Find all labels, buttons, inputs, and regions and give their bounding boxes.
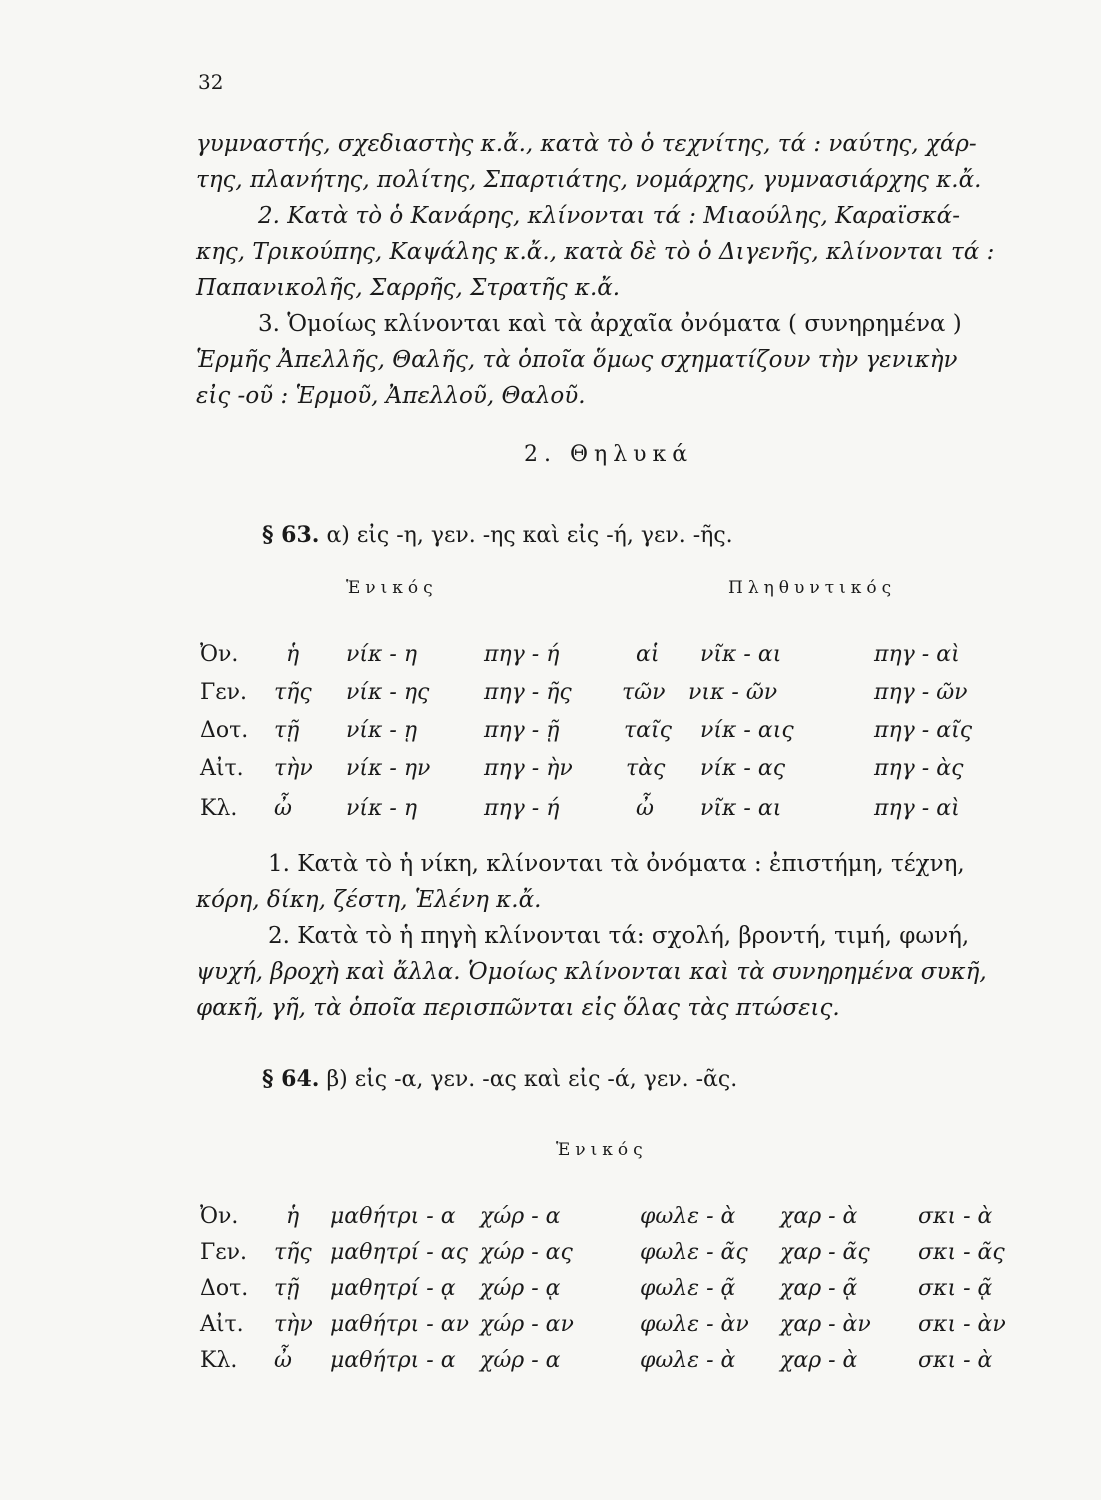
text-line: 1. Κατὰ τὸ ἡ νίκη, κλίνονται τὰ ὀνόματα : ἐπιστήμη, τέχνη, bbox=[268, 851, 965, 877]
article: τῇ bbox=[274, 1276, 300, 1301]
article: ὦ bbox=[274, 796, 292, 821]
section-64 bbox=[262, 1066, 737, 1092]
form-chara: χαρ - ὰ bbox=[780, 1204, 858, 1229]
form-mathetria: μαθητρί - ᾳ bbox=[330, 1276, 456, 1301]
plural-nike: νικ - ῶν bbox=[688, 680, 778, 705]
form-nike: νίκ - ης bbox=[346, 680, 430, 705]
form-chara: χαρ - ᾷ bbox=[780, 1276, 858, 1301]
section-number: § 63. bbox=[262, 522, 320, 548]
article: ἡ bbox=[286, 642, 300, 667]
section-63 bbox=[262, 522, 733, 548]
section-rule: α) εἰς -η, γεν. -ης καὶ εἰς -ή, γεν. -ῆς. bbox=[326, 523, 733, 548]
plural-pege: πηγ - αὶ bbox=[874, 796, 960, 821]
section-number: § 64. bbox=[262, 1066, 320, 1092]
case-label: Δοτ. bbox=[200, 1276, 249, 1301]
notes-paragraph bbox=[196, 846, 1036, 1026]
text-line: Ἑρμῆς Ἀπελλῆς, Θαλῆς, τὰ ὁποῖα ὅμως σχηματίζουν τὴν γενικὴν bbox=[196, 347, 958, 373]
case-label: Γεν. bbox=[200, 1240, 248, 1265]
form-pege: πηγ - ῇ bbox=[484, 718, 560, 743]
plural-pege: πηγ - αὶ bbox=[874, 642, 960, 667]
form-chora: χώρ - αν bbox=[480, 1312, 574, 1337]
form-skia: σκι - ᾶς bbox=[918, 1240, 1005, 1265]
plural-nike: νῖκ - αι bbox=[700, 642, 782, 667]
form-folea: φωλε - ὰ bbox=[640, 1204, 736, 1229]
article: τὴν bbox=[274, 756, 313, 781]
plural-nike: νίκ - αις bbox=[700, 718, 794, 743]
form-pege: πηγ - ῆς bbox=[484, 680, 572, 705]
case-label: Ὀν. bbox=[200, 642, 239, 667]
plural-article: ταῖς bbox=[624, 718, 672, 743]
case-label: Δοτ. bbox=[200, 718, 249, 743]
plural-pege: πηγ - αῖς bbox=[874, 718, 973, 743]
plural-nike: νῖκ - αι bbox=[700, 796, 782, 821]
text-line: κης, Τρικούπης, Καψάλης κ.ἄ., κατὰ δὲ τὸ ὁ Διγενῆς, κλίνονται τά : bbox=[196, 239, 995, 265]
form-pege: πηγ - ὴν bbox=[484, 756, 573, 781]
plural-nike: νίκ - ας bbox=[700, 756, 786, 781]
text-line: 2. Κατὰ τὸ ὁ Κανάρης, κλίνονται τά : Μιαούλης, Καραϊσκά- bbox=[258, 203, 960, 229]
form-chara: χαρ - ὰν bbox=[780, 1312, 871, 1337]
form-nike: νίκ - η bbox=[346, 642, 418, 667]
singular-header: Ἑνικός bbox=[556, 1140, 648, 1160]
text-line: 3. Ὁμοίως κλίνονται καὶ τὰ ἀρχαῖα ὀνόματα ( συνηρημένα ) bbox=[258, 311, 962, 337]
case-label: Κλ. bbox=[200, 1348, 238, 1373]
plural-pege: πηγ - ὰς bbox=[874, 756, 964, 781]
form-chora: χώρ - α bbox=[480, 1204, 561, 1229]
form-chora: χώρ - α bbox=[480, 1348, 561, 1373]
form-mathetria: μαθήτρι - α bbox=[330, 1348, 456, 1373]
text-line: κόρη, δίκη, ζέστη, Ἑλένη κ.ἄ. bbox=[196, 887, 542, 913]
form-nike: νίκ - η bbox=[346, 796, 418, 821]
form-chara: χαρ - ὰ bbox=[780, 1348, 858, 1373]
text-line: φακῆ, γῆ, τὰ ὁποῖα περισπῶνται εἰς ὅλας τὰς πτώσεις. bbox=[196, 995, 840, 1021]
intro-paragraph bbox=[196, 126, 1036, 414]
form-folea: φωλε - ᾶς bbox=[640, 1240, 748, 1265]
form-mathetria: μαθητρί - ας bbox=[330, 1240, 468, 1265]
article: ὦ bbox=[274, 1348, 292, 1373]
form-skia: σκι - ὰ bbox=[918, 1204, 993, 1229]
form-folea: φωλε - ὰν bbox=[640, 1312, 749, 1337]
case-label: Γεν. bbox=[200, 680, 248, 705]
case-label: Κλ. bbox=[200, 796, 238, 821]
case-label: Ὀν. bbox=[200, 1204, 239, 1229]
article: τῆς bbox=[274, 680, 312, 705]
form-chora: χώρ - ᾳ bbox=[480, 1276, 561, 1301]
form-folea: φωλε - ᾷ bbox=[640, 1276, 736, 1301]
plural-header: Πληθυντικός bbox=[728, 578, 897, 598]
form-skia: σκι - ᾷ bbox=[918, 1276, 993, 1301]
form-pege: πηγ - ή bbox=[484, 642, 560, 667]
form-chara: χαρ - ᾶς bbox=[780, 1240, 870, 1265]
case-label: Αἰτ. bbox=[200, 1312, 244, 1337]
page-number: 32 bbox=[198, 70, 224, 94]
section-rule: β) εἰς -α, γεν. -ας καὶ εἰς -ά, γεν. -ᾶς. bbox=[326, 1067, 738, 1092]
form-skia: σκι - ὰ bbox=[918, 1348, 993, 1373]
plural-article: τὰς bbox=[626, 756, 666, 781]
form-mathetria: μαθήτρι - α bbox=[330, 1204, 456, 1229]
form-pege: πηγ - ή bbox=[484, 796, 560, 821]
plural-article: ὦ bbox=[636, 796, 654, 821]
form-skia: σκι - ὰν bbox=[918, 1312, 1006, 1337]
form-nike: νίκ - ῃ bbox=[346, 718, 418, 743]
text-line: ψυχή, βροχὴ καὶ ἄλλα. Ὁμοίως κλίνονται καὶ τὰ συνηρημένα συκῆ, bbox=[196, 959, 987, 985]
text-line: γυμναστής, σχεδιαστὴς κ.ἄ., κατὰ τὸ ὁ τεχνίτης, τά : ναύτης, χάρ- bbox=[196, 131, 977, 157]
article: ἡ bbox=[286, 1204, 300, 1229]
article: τὴν bbox=[274, 1312, 313, 1337]
plural-article: αἱ bbox=[636, 642, 660, 667]
form-mathetria: μαθήτρι - αν bbox=[330, 1312, 469, 1337]
text-line: της, πλανήτης, πολίτης, Σπαρτιάτης, νομάρχης, γυμνασιάρχης κ.ἄ. bbox=[196, 167, 982, 193]
article: τῆς bbox=[274, 1240, 312, 1265]
form-folea: φωλε - ὰ bbox=[640, 1348, 736, 1373]
text-line: εἰς -οῦ : Ἑρμοῦ, Ἀπελλοῦ, Θαλοῦ. bbox=[196, 383, 586, 409]
plural-pege: πηγ - ῶν bbox=[874, 680, 968, 705]
case-label: Αἰτ. bbox=[200, 756, 244, 781]
article: τῇ bbox=[274, 718, 300, 743]
form-chora: χώρ - ας bbox=[480, 1240, 573, 1265]
plural-article: τῶν bbox=[622, 680, 666, 705]
text-line: 2. Κατὰ τὸ ἡ πηγὴ κλίνονται τά: σχολή, βροντή, τιμή, φωνή, bbox=[268, 923, 970, 949]
text-line: Παπανικολῆς, Σαρρῆς, Στρατῆς κ.ἄ. bbox=[196, 275, 621, 301]
form-nike: νίκ - ην bbox=[346, 756, 431, 781]
singular-header: Ἑνικός bbox=[346, 578, 438, 598]
section-heading: 2. Θηλυκά bbox=[524, 442, 694, 467]
